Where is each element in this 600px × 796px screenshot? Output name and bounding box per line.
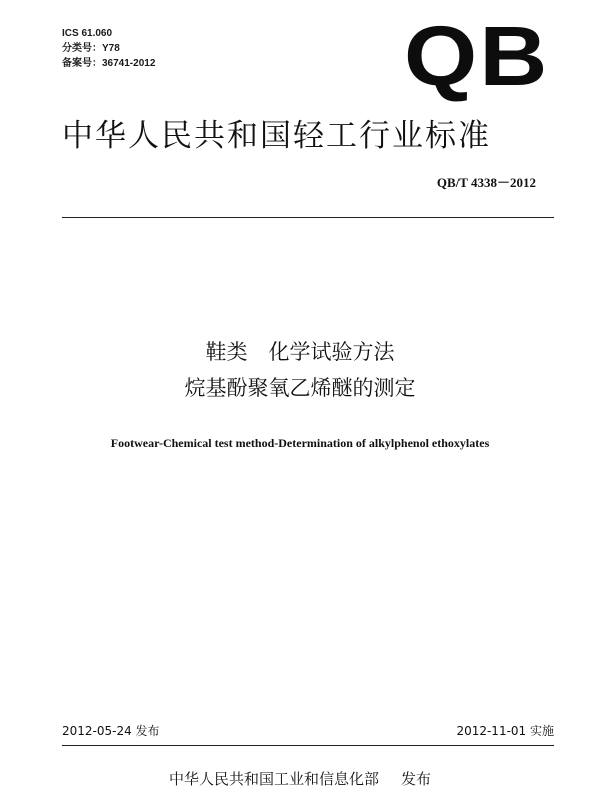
- issue-date: 2012-05-24 发布: [62, 724, 160, 738]
- qb-logo: QB: [404, 9, 550, 103]
- publisher-name: 中华人民共和国工业和信息化部: [168, 770, 379, 788]
- ics-code: ICS 61.060: [62, 28, 113, 39]
- bottom-divider: [62, 745, 554, 746]
- standard-code: QB/T 4338－2012: [436, 175, 536, 190]
- record-number: 备案号：36741-2012: [62, 58, 156, 69]
- chinese-title-line-1: 鞋类 化学试验方法: [205, 340, 395, 364]
- classification-number: 分类号：Y78: [62, 43, 120, 54]
- chinese-title-line-2: 烷基酚聚氧乙烯醚的测定: [184, 376, 416, 400]
- document-metadata: [62, 26, 155, 71]
- implementation-date: 2012-11-01 实施: [456, 724, 554, 738]
- publisher-line: [0, 768, 600, 789]
- publisher-action: 发布: [401, 770, 432, 788]
- top-divider: [62, 217, 554, 218]
- english-title: Footwear-Chemical test method-Determination of alkylphenol ethoxylates: [110, 436, 490, 450]
- standard-category-title: 中华人民共和国轻工行业标准: [62, 118, 491, 154]
